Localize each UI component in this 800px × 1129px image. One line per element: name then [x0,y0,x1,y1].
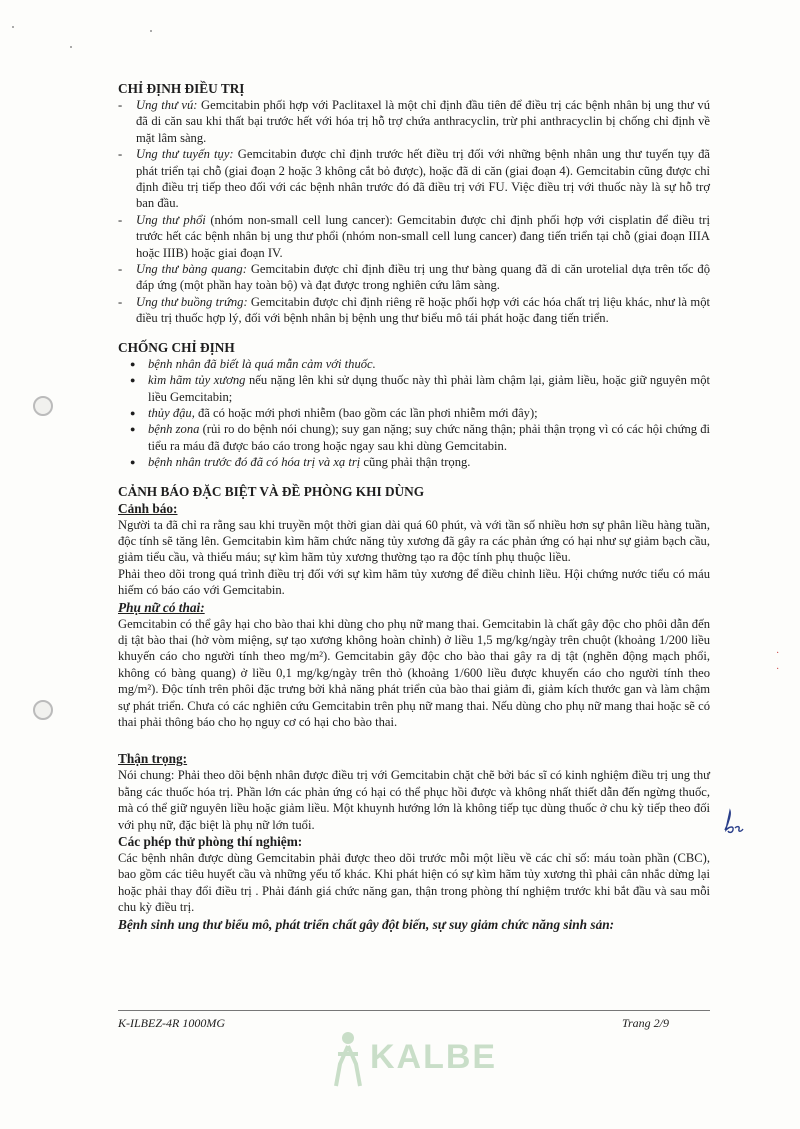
margin-mark: · [776,664,780,675]
warnings-subheading: Cảnh báo: [118,500,178,516]
warnings-paragraph-1: Người ta đã chỉ ra rằng sau khi truyền một thời gian dài quá 60 phút, và với tần số nhiều hơn sự phân liều hàng tuần, độc tính sẽ tăng lên. Gemcitabin kìm hãm chức năng tủy xương đã gây ra các phản ứng có hại như sự giảm bạch cầu, giảm tiểu cầu, và thiếu máu; sự kìm hãm tủy xương thường tạo ra độc tính phụ thuộc liều. [118,517,710,565]
carcinogenesis-subheading: Bệnh sinh ung thư biểu mô, phát triển chất gây đột biến, sự suy giảm chức năng sinh sản: [118,916,615,932]
precautions-paragraph-1: Nói chung: Phải theo dõi bệnh nhân được điều trị với Gemcitabin chặt chẽ bởi bác sĩ có kinh nghiệm điều trị ung thư bằng các thuốc hóa trị. Phần lớn các phản ứng có hại có thể phục hồi được và không nhất thiết dẫn đến ngừng thuốc, mà có thể giữ nguyên liều hoặc giảm liều. Một khuynh hướng lớn là không tiếp tục dùng thuốc ở chu kỳ tiếp theo đối với phụ nữ, đặc biệt là phụ nữ lớn tuổi. [118,768,710,832]
kalbe-watermark-logo [330,1030,498,1090]
scan-speck [12,26,14,28]
precautions-heading: Thận trọng: [118,751,188,767]
list-item: ● bệnh nhân trước đó đã có hóa trị và xạ trị cũng phải thận trọng. [128,454,710,470]
margin-mark: · [776,648,780,659]
footer-divider [118,1010,710,1011]
list-item: - Ung thư phổi (nhóm non-small cell lung cancer): Gemcitabin được chỉ định phối hợp với cisplatin để điều trị trước hết các bệnh nhân bị ung thư phổi (nhóm non-small cell lung cancer) đang tiến triển tại chỗ (giai đoạn IIIA hoặc IIIB) hoặc giai đoạn IV. [118,212,710,261]
lab-tests-subheading: Các phép thử phòng thí nghiệm: [118,834,303,850]
list-item: ● bệnh zona (rủi ro do bệnh nói chung); suy gan nặng; suy chức năng thận; phải thận trọng vì có các hội chứng đi tiểu ra máu đã được báo cáo trong hoặc ngay sau khi dùng Gemcitabin. [128,421,710,454]
contraindications-list [118,356,710,471]
scan-speck [150,30,152,32]
list-item: ● bệnh nhân đã biết là quá mẫn cảm với thuốc. [128,356,710,372]
handwritten-initial-icon [721,808,747,841]
lab-tests-paragraph: Các bệnh nhân được dùng Gemcitabin phải được theo dõi trước mỗi một liều về các chỉ số: máu toàn phần (CBC), bao gồm các tiêu huyết cầu và những yếu tố khác. Khi phát hiện có sự kìm hãm tủy xương thì phải cân nhắc dừng lại hoặc phải thay đổi điều trị . Phải đánh giá chức năng gan, thận trong phòng thí nghiệm trước khi bắt đầu và sau mỗi chu kỳ điều trị. [118,851,710,915]
list-item: - Ung thư vú: Gemcitabin phối hợp với Paclitaxel là một chỉ định đầu tiên để điều trị các bệnh nhân bị ung thư vú đã di căn sau khi thất bại trước hết với hóa trị hỗ trợ chứa anthracyclin, trừ phi anthracyclin bị chống chỉ định về mặt lâm sàng. [118,97,710,146]
scan-speck [70,46,72,48]
warnings-paragraph-2: Phải theo dõi trong quá trình điều trị đối với sự kìm hãm tủy xương để điều chỉnh liều. Hội chứng nước tiểu có máu hiếm có báo cáo với Gemcitabin. [118,566,710,598]
warnings-heading: CẢNH BÁO ĐẶC BIỆT VÀ ĐỀ PHÒNG KHI DÙNG [118,483,425,499]
list-item: ● kìm hãm tủy xương nếu nặng lên khi sử dụng thuốc này thì phải làm chậm lại, giảm liều, hoặc giữ nguyên một liều Gemcitabin; [128,372,710,405]
list-item: - Ung thư tuyến tụy: Gemcitabin được chỉ định trước hết điều trị đối với những bệnh nhân ung thư tuyến tụy đã phát triển tại chỗ (giai đoạn 2 hoặc 3 không cắt bỏ được), hoặc đã di căn (giai đoạn 4). Gemcitabin cũng được chỉ định điều trị tiếp theo đối với các bệnh nhân trước đó đã điều trị với FU. Việc điều trị với thuốc này là sự hỗ trợ ban đầu. [118,146,710,212]
pregnancy-paragraph: Gemcitabin có thể gây hại cho bào thai khi dùng cho phụ nữ mang thai. Gemcitabin là chất gây độc cho phôi dẫn đến dị tật bào thai (hở vòm miệng, sự tạo xương không hoàn chỉnh) ở liều 1,5 mg/kg/ngày trên chuột (khoảng 1/200 liều khuyến cáo cho người tính theo mg/m²). Gemcitabin gây độc cho bào thai gây ra dị tật (nghẽn động mạch phổi, không có bàng quang) ở liều 0,1 mg/kg/ngày trên thỏ (khoảng 1/600 liều được khuyến cáo cho người tính theo mg/m²). Độc tính trên phôi đặc trưng bởi khả năng phát triển của bào thai giảm đi, giảm kích thước gan và làm chậm sự phát triển. Chưa có các nghiên cứu Gemcitabin trên phụ nữ mang thai. Nếu dùng cho phụ nữ mang thai hoặc sẽ có thai phải thông báo cho họ nguy cơ có hại cho bào thai. [118,616,710,729]
list-item: ● thủy đậu, đã có hoặc mới phơi nhiễm (bao gồm các lần phơi nhiễm mới đây); [128,405,710,421]
punch-hole-top [33,396,53,416]
pregnancy-subheading: Phụ nữ có thai: [118,599,205,615]
kalbe-figure-icon [330,1030,366,1088]
kalbe-logo-text: KALBE [370,1038,498,1076]
indications-list [118,97,710,327]
indications-heading: CHỈ ĐỊNH ĐIỀU TRỊ [118,81,245,96]
contraindications-heading: CHỐNG CHỈ ĐỊNH [118,339,235,355]
punch-hole-bottom [33,700,53,720]
document-body [118,80,710,933]
footer-page-number: Trang 2/9 [622,1016,670,1030]
list-item: - Ung thư buồng trứng: Gemcitabin được chỉ định riêng rẽ hoặc phối hợp với các hóa chất trị liệu khác, như là một điều trị thuốc hợp lý, đối với bệnh nhân bị bệnh ung thư biểu mô tái phát hoặc đang tiến triển. [118,294,710,327]
list-item: - Ung thư bàng quang: Gemcitabin được chỉ định điều trị ung thư bàng quang đã di căn urotelial dựa trên tốc độ đáp ứng (một phần hay toàn bộ) và đạt được trong nghiên cứu lâm sàng. [118,261,710,294]
footer-product-code: K-ILBEZ-4R 1000MG [118,1016,225,1030]
